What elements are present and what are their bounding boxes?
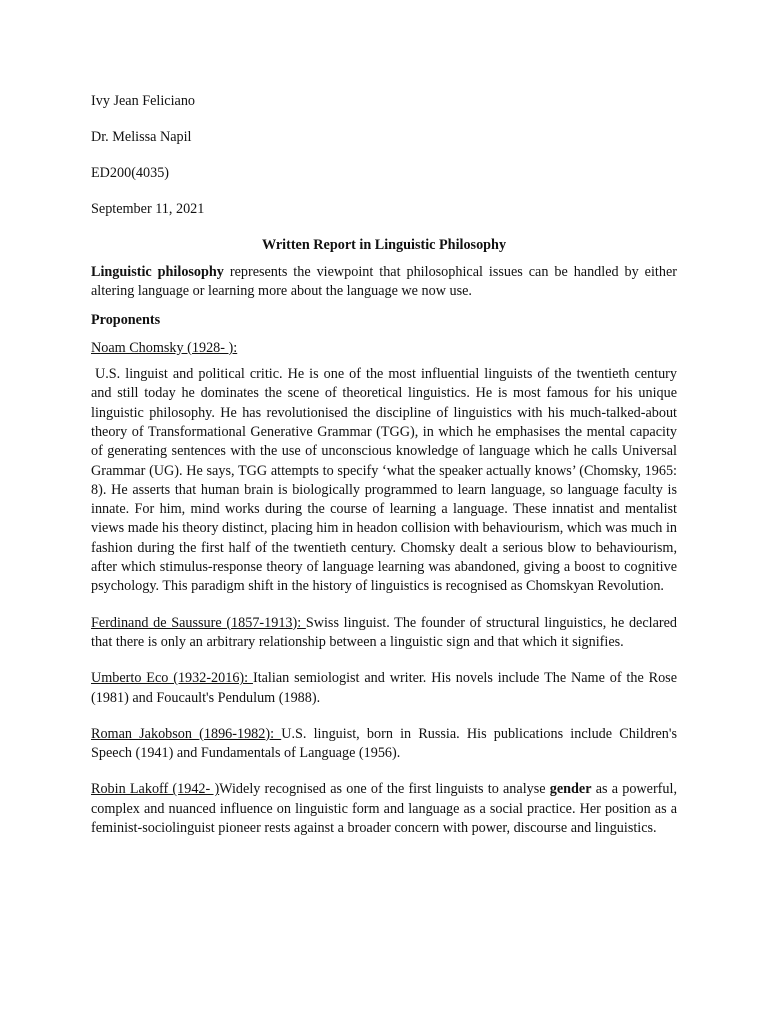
report-date: September 11, 2021: [91, 200, 205, 217]
intro-text: represents the viewpoint that philosophical issues can be handled by either altering language or learning more about the language we now use.: [91, 263, 677, 300]
jakobson-description: U.S. linguist, born in Russia. His publications include Children's Speech (1941) and Fundamentals of Language (1956).: [91, 725, 677, 762]
saussure-description: Swiss linguist. The founder of structural linguistics, he declared that there is only an arbitrary relationship between a linguistic sign and that which it signifies.: [91, 614, 677, 650]
course-code: ED200(4035): [91, 164, 170, 181]
jakobson-entry: [91, 725, 677, 764]
saussure-name: Ferdinand de Saussure (1857-1913):: [91, 614, 306, 631]
report-title: Written Report in Linguistic Philosophy: [261, 236, 507, 253]
eco-name: Umberto Eco (1932-2016):: [91, 670, 253, 687]
instructor-name: Dr. Melissa Napil: [91, 128, 192, 145]
lakoff-entry: [91, 780, 677, 838]
eco-description: Italian semiologist and writer. His novels include The Name of the Rose (1981) and Foucault's Pendulum (1988).: [91, 670, 678, 706]
chomsky-heading: [91, 339, 677, 358]
lakoff-description-end: as a powerful, complex and nuanced influence on linguistic form and language as a social practice. Her position as a feminist-sociolinguist pioneer rests against a broader concern with power, discourse and linguistics.: [91, 781, 677, 836]
lakoff-name: Robin Lakoff (1942- ): [91, 781, 220, 798]
intro-term: Linguistic philosophy: [91, 263, 224, 280]
intro-paragraph: [91, 263, 677, 302]
document-body: [91, 92, 677, 855]
eco-entry: [91, 669, 677, 708]
lakoff-description-start: Widely recognised as one of the first linguists to analyse: [219, 781, 550, 798]
author-name: Ivy Jean Feliciano: [91, 93, 196, 109]
saussure-entry: [91, 614, 677, 653]
lakoff-emphasis: gender: [549, 781, 592, 798]
chomsky-description: U.S. linguist and political critic. He is one of the most influential linguists of the twentieth century and still today he dominates the scene of theoretical linguistics. He is most famous for his unique linguistic philosophy. He has revolutionised the discipline of linguistics with his much-talked-about theory of Transformational Generative Grammar (TGG), in which he emphasises the mental capacity of generating sentences with the use of unconscious knowledge of language which he calls Universal Grammar (UG). He says, TGG attempts to specify ‘what the speaker actually knows’ (Chomsky, 1965: 8). He asserts that human brain is biologically programmed to learn language, so language faculty is innate. For him, mind works during the course of learning a language. These innatist and mentalist views made his theory distinct, placing him in headon collision with behaviourism, which was much in fashion during the first half of the twentieth century. Chomsky dealt a serious blow to behaviourism, after which stimulus-response theory of language learning was abandoned, giving a boost to cognitive psychology. This paradigm shift in the history of linguistics is recognised as Chomskyan Revolution.: [91, 366, 677, 595]
chomsky-name: Noam Chomsky (1928- ):: [91, 339, 238, 356]
jakobson-name: Roman Jakobson (1896-1982):: [91, 725, 282, 742]
proponents-heading: Proponents: [91, 312, 161, 329]
